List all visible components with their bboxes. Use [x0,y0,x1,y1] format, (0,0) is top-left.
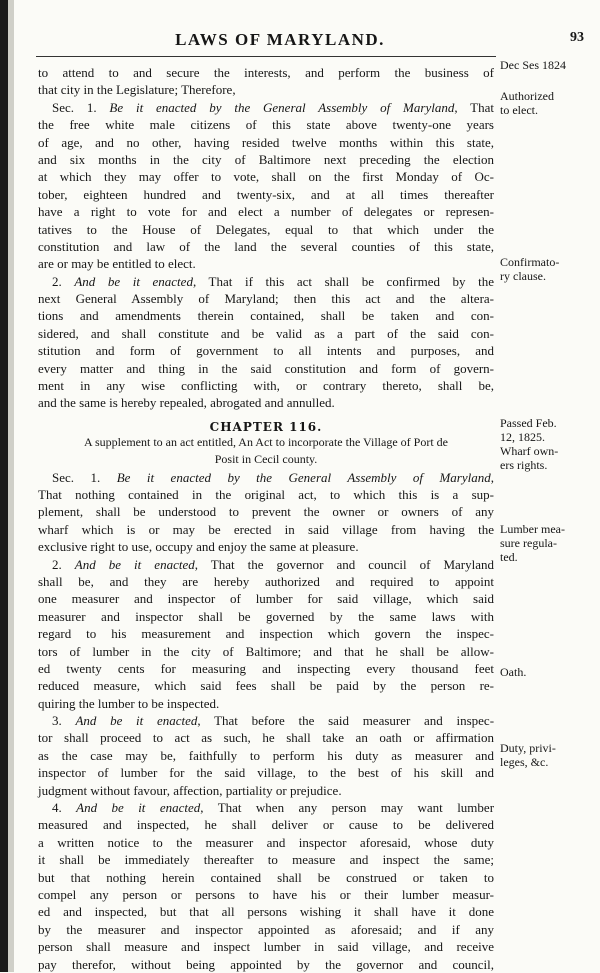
margin-note-line: Passed Feb. [500,416,557,430]
page-edge-shadow [0,0,8,972]
text-line: pay therefor, without being appointed by the governor and council, [38,956,494,972]
margin-note-line: Lumber mea- [500,522,565,536]
text-line: regard to his measurement and inspection which govern the inspec- [38,626,494,642]
margin-note-line: leges, &c. [500,755,549,769]
text-line: tions and amendments therein contained, shall be taken and con- [38,308,494,324]
text-line: reduced measure, which said fees shall be paid by the person re- [38,678,494,694]
margin-note-duty [500,741,592,769]
text-line: of age, and no other, having resided twelve months within this state, [38,134,494,150]
margin-note-line: to elect. [500,103,538,117]
text-line: exclusive right to use, occupy and enjoy the same at pleasure. [38,539,359,555]
text-line: it shall be immediately thereafter to measure and inspect the same; [38,852,494,868]
body-text [38,64,494,973]
text-line: by the measurer and inspector appointed as aforesaid; and if any [38,921,494,937]
text-line: shall be, and they are hereby authorized and required to appoint [38,573,494,589]
text-line: and the same is hereby repealed, abrogated and annulled. [38,395,335,411]
text-line: tors of lumber in the city of Baltimore; and that he shall be allow- [38,643,494,659]
text-line: measurer and inspector shall be governed by the same laws with [38,608,494,624]
text-line: to attend to and secure the interests, and perform the business of [38,65,494,80]
margin-note-line: ry clause. [500,269,546,283]
text-line: ed and inspected, but that all persons wishing it shall have it done [38,904,494,920]
text-line: every matter and thing in the said constitution and form of govern- [38,360,494,376]
margin-note-confirmatory [500,255,592,283]
text-line: at which they may offer to vote, shall on the first Monday of Oc- [38,169,494,185]
text-line: and six months in the city of Baltimore next preceding the election [38,151,494,167]
text-line: a written notice to the measurer and inspector aforesaid, whose duty [38,834,494,850]
text-line: That nothing contained in the original act, to which this is a sup- [38,486,494,502]
text-line: sidered, and shall constitute and be valid as a part of the said con- [38,325,494,341]
text-line: one measurer and inspector of lumber for said village, which said [38,591,494,607]
text-line: as the case may be, faithfully to perform his duty as measurer and [38,747,494,763]
text-line: tober, eighteen hundred and twenty-six, and at all times thereafter [38,186,494,202]
chapter-text-section [38,469,494,973]
page-number: 93 [570,30,584,45]
margin-note-lumber [500,522,592,564]
margin-note-line: Wharf own- [500,444,559,458]
margin-note-line: ers rights. [500,458,548,472]
running-header-title: LAWS OF MARYLAND. [175,30,385,49]
text-line: measured and inspected, he shall deliver or cause to be delivered [38,817,494,833]
margin-note-line: Confirmato- [500,255,560,269]
text-line: compel any person or persons to have his or their lumber measur- [38,886,494,902]
text-line: 3. And be it enacted, That before the said measurer and inspec- [52,713,495,729]
text-line: 2. And be it enacted, That the governor and council of Maryland [52,556,494,572]
text-line: plement, shall be understood to prevent the owner or owners of any [38,504,494,520]
text-line: tor shall proceed to act as such, he shall take an oath or affirmation [38,730,494,746]
text-line: quiring the lumber to be inspected. [38,695,220,711]
text-line: 2. And be it enacted, That if this act shall be confirmed by the [52,273,495,289]
margin-note-line: Oath. [500,665,527,679]
text-line: constitution and law of the land the several counties of this state, [38,238,494,254]
margin-note-line: Dec Ses 1824 [500,58,566,72]
margin-note-line: Authorized [500,89,554,103]
margin-note-line: Duty, privi- [500,741,556,755]
margin-note-wharf [500,444,592,472]
chapter-title-line: Posit in Cecil county. [214,452,318,467]
text-line: judgment without favour, affection, partiality or prejudice. [38,782,342,798]
margin-note-line: sure regula- [500,536,557,550]
text-line: inspector of lumber for the said village, to the best of his skill and [38,765,494,781]
text-line: 4. And be it enacted, That when any person may want lumber [52,800,495,816]
text-line: stitution and form of government to all intents and purposes, and [38,343,494,359]
text-line: ed twenty cents for measuring and inspecting every thousand feet [38,660,494,676]
text-line: are or may be entitled to elect. [38,256,196,272]
margin-note-oath [500,665,592,679]
margin-note-line: ted. [500,550,518,564]
text-line: Sec. 1. Be it enacted by the General Assembly of Maryland, That [52,99,495,115]
act-text-section [38,64,494,412]
margin-note-passed [500,416,592,444]
margin-note-line: 12, 1825. [500,430,545,444]
text-line: Sec. 1. Be it enacted by the General Assembly of Maryland, [52,469,494,485]
text-line: ment in any wise conflicting with, or contrary thereto, shall be, [38,378,494,394]
text-line: wharf which is or may be erected in said village from having the [38,521,494,537]
text-line: have a right to vote for and elect a number of delegates or represen- [38,204,494,220]
chapter-heading: CHAPTER 116. [209,419,323,434]
text-line: the free white male citizens of this state above twenty-one years [38,117,494,133]
chapter-title-line: A supplement to an act entitled, An Act to incorporate the Village of Port de [84,434,448,449]
text-line: that city in the Legislature; Therefore, [38,82,236,98]
margin-note-authorized [500,89,592,117]
text-line: but that nothing herein contained shall be construed or taken to [38,869,494,885]
text-line: tatives to the House of Delegates, equal to that which under the [38,221,494,237]
header-rule [36,56,496,57]
margin-note-session [500,58,592,72]
text-line: next General Assembly of Maryland; then this act and the altera- [38,291,494,307]
text-line: person shall measure and inspect lumber in said village, and receive [38,939,494,955]
page-edge-gutter [8,0,14,972]
